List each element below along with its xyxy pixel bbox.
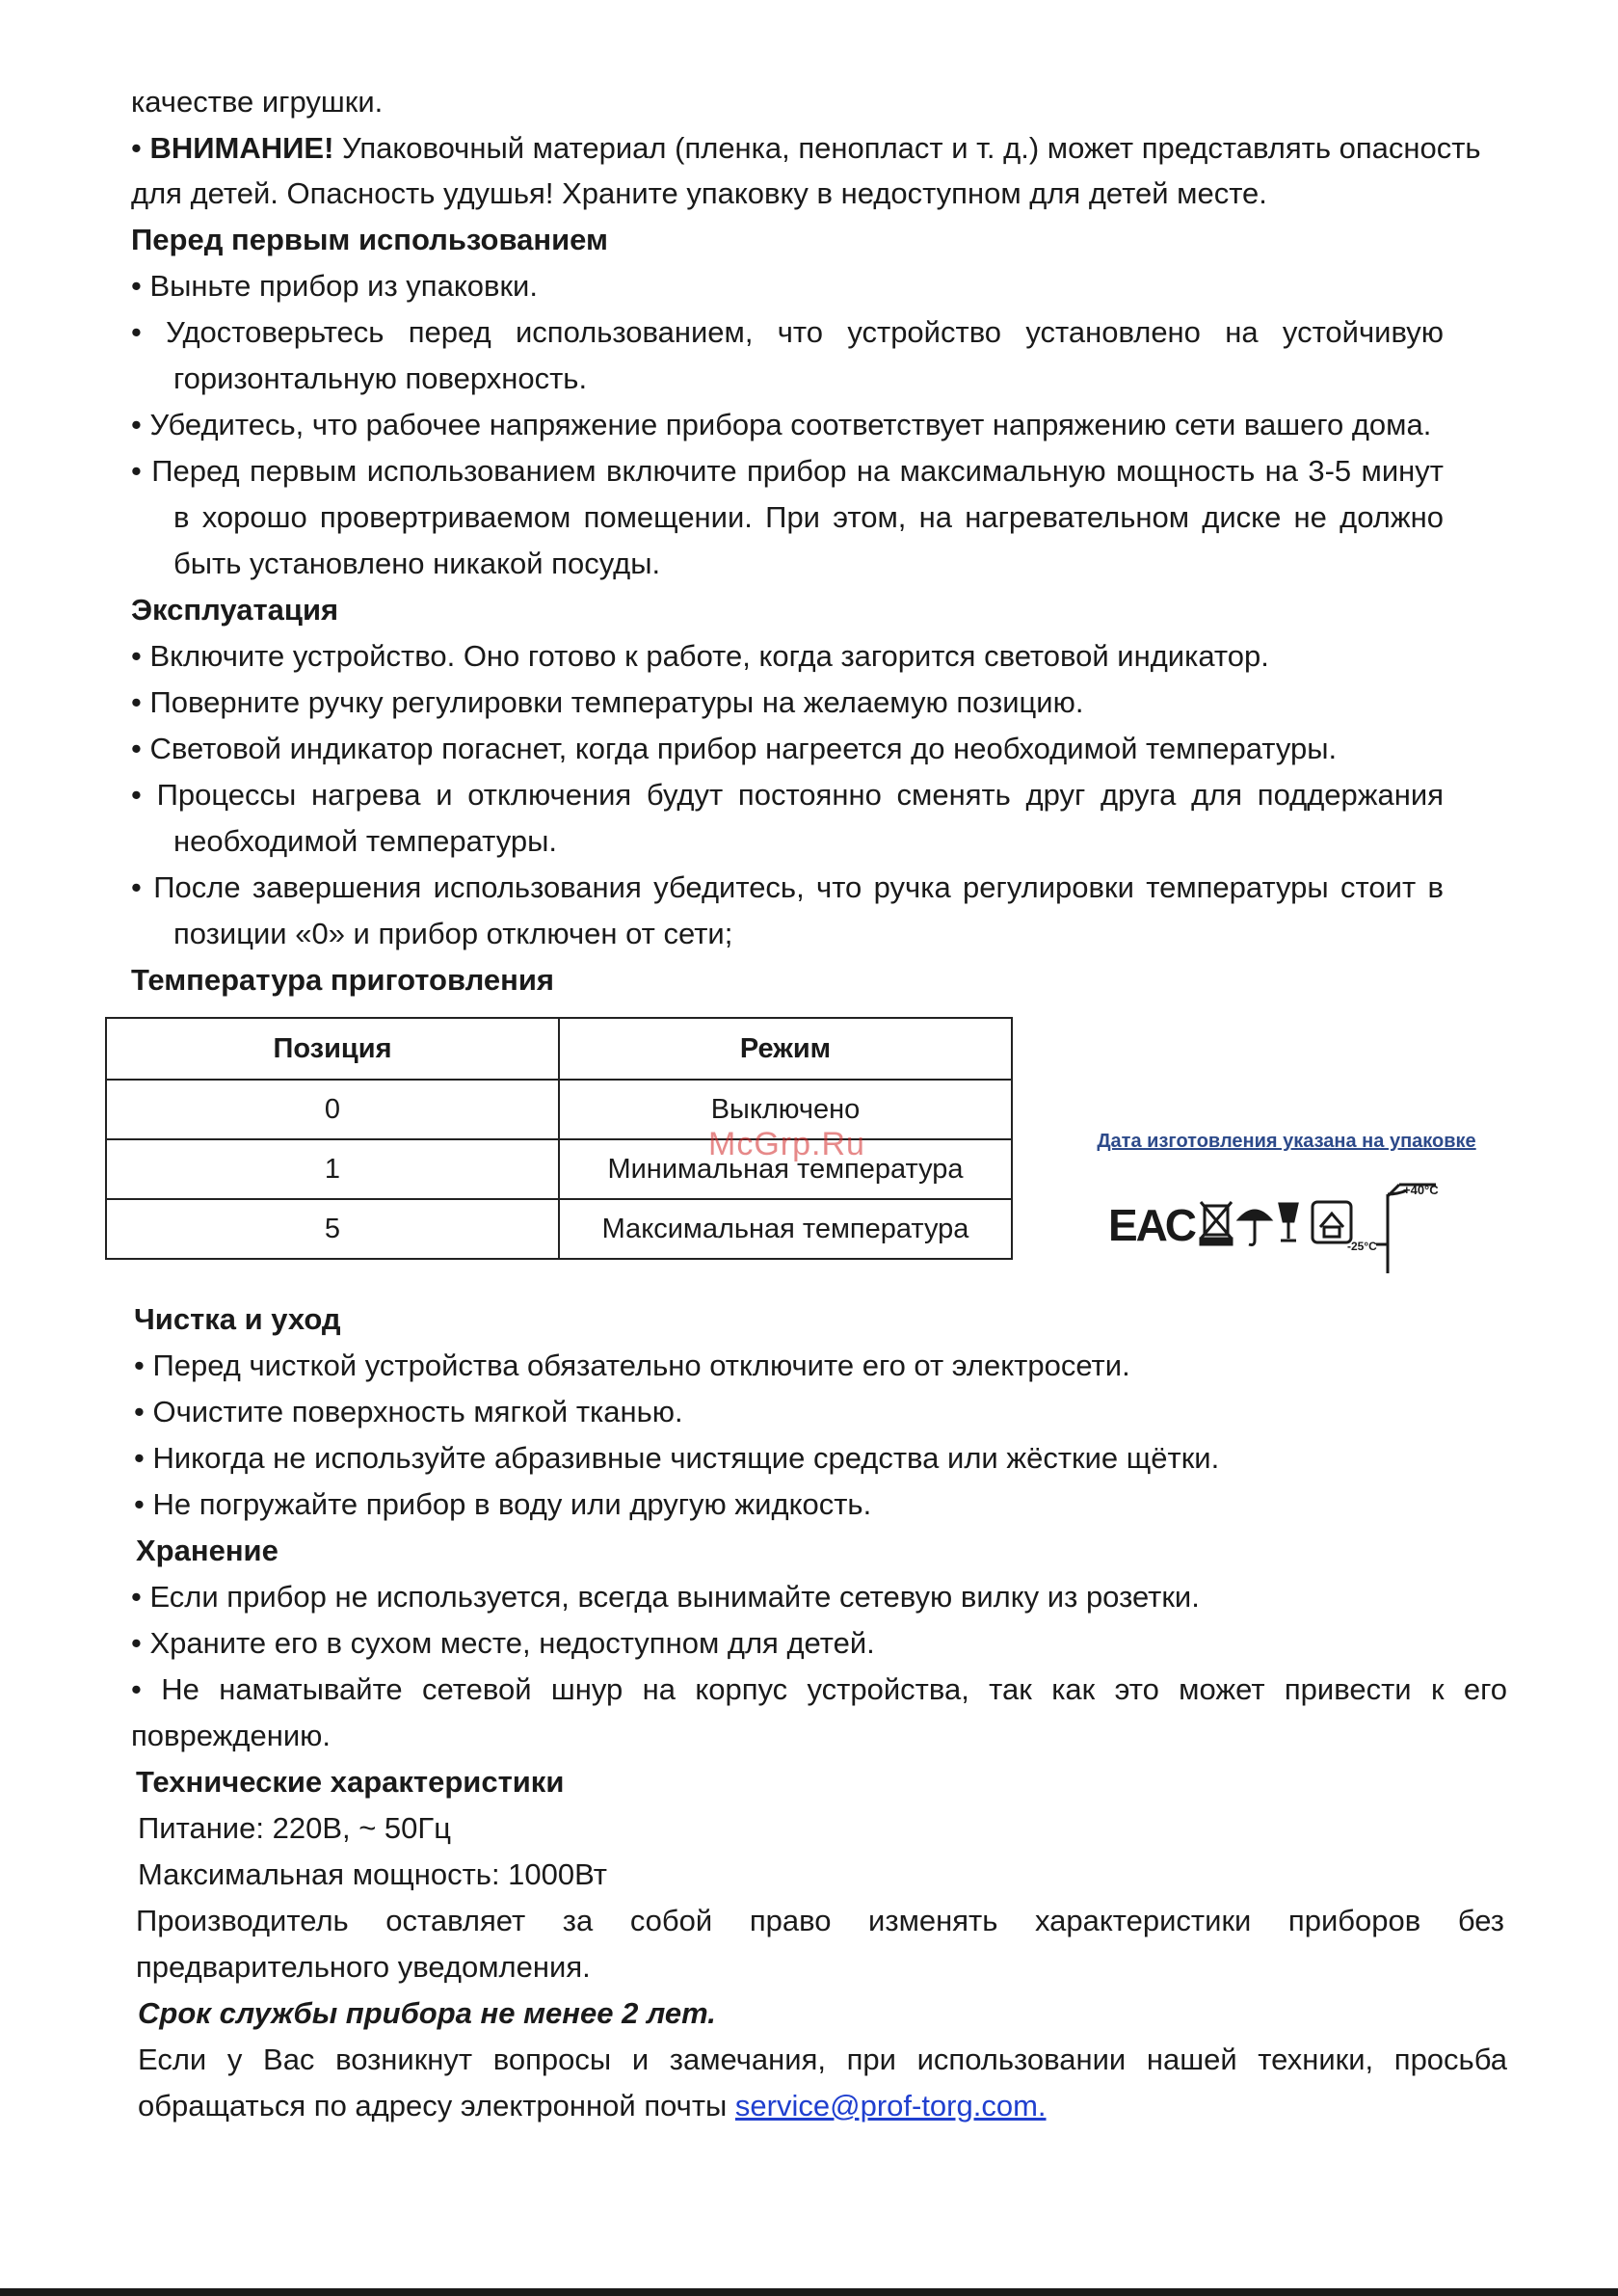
bullet: •	[131, 131, 150, 165]
list-item: • Процессы нагрева и отключения будут постоянно сменять друг друга для поддержания	[131, 778, 1444, 812]
warning-line	[131, 129, 1481, 168]
table-cell: 1	[106, 1139, 559, 1199]
list-item: • Включите устройство. Оно готово к работе, когда загорится световой индикатор.	[131, 639, 1269, 673]
list-item-cont: повреждению.	[131, 1719, 331, 1752]
manufacture-date-note: Дата изготовления указана на упаковке	[1097, 1131, 1476, 1152]
list-item-cont: необходимой температуры.	[173, 824, 557, 858]
list-item: • Храните его в сухом месте, недоступном для детей.	[131, 1626, 875, 1660]
list-item: • Перед чисткой устройства обязательно отключите его от электросети.	[134, 1348, 1130, 1382]
temperature-range-icon	[1376, 1185, 1436, 1273]
section-title-operation: Эксплуатация	[131, 593, 339, 627]
warning-line-2: для детей. Опасность удушья! Храните упаковку в недоступном для детей месте.	[131, 176, 1267, 210]
contact-text: Если у Вас возникнут вопросы и замечания, при использовании нашей техники, просьба	[138, 2042, 1507, 2076]
list-item: • Удостоверьтесь перед использованием, что устройство установлено на устойчивую	[131, 315, 1444, 349]
section-title-temperature: Температура приготовления	[131, 963, 555, 997]
list-item-cont: позиции «0» и прибор отключен от сети;	[173, 917, 733, 950]
list-item: • Не наматывайте сетевой шнур на корпус устройства, так как это может привести к его	[131, 1672, 1507, 1706]
table-cell: Максимальная температура	[559, 1199, 1012, 1259]
section-title-storage: Хранение	[136, 1534, 279, 1567]
fragile-glass-icon	[1280, 1204, 1297, 1241]
temp-high-label: +40°C	[1403, 1183, 1439, 1197]
warning-label: ВНИМАНИЕ!	[149, 131, 334, 165]
list-item: • Выньте прибор из упаковки.	[131, 269, 538, 303]
table-cell: Выключено	[559, 1080, 1012, 1139]
spec-note-cont: предварительного уведомления.	[136, 1950, 591, 1984]
list-item: • Поверните ручку регулировки температуры на желаемую позицию.	[131, 685, 1084, 719]
list-item: • Не погружайте прибор в воду или другую жидкость.	[134, 1487, 872, 1521]
contact-text-cont	[138, 2087, 1454, 2125]
list-item: • Световой индикатор погаснет, когда прибор нагреется до необходимой температуры.	[131, 732, 1338, 765]
temperature-table	[105, 1017, 1013, 1260]
table-cell: 0	[106, 1080, 559, 1139]
table-header-row	[106, 1018, 1012, 1080]
spec-max-power: Максимальная мощность: 1000Вт	[138, 1857, 607, 1891]
email-link[interactable]: service@prof-torg.com.	[734, 2089, 1047, 2122]
table-row	[106, 1199, 1012, 1259]
eac-icon: ЕАС	[1108, 1200, 1195, 1250]
list-item: • После завершения использования убедитесь, что ручка регулировки температуры стоит в	[131, 870, 1444, 904]
list-item-cont: горизонтальную поверхность.	[173, 361, 588, 395]
section-title-cleaning: Чистка и уход	[134, 1302, 341, 1336]
contact-text-prefix: обращаться по адресу электронной почты	[138, 2089, 735, 2122]
column-header: Режим	[559, 1018, 1012, 1080]
table-cell: 5	[106, 1199, 559, 1259]
warning-text: Упаковочный материал (пленка, пенопласт и т. д.) может представлять опасность	[333, 131, 1481, 165]
service-life: Срок службы прибора не менее 2 лет.	[138, 1996, 716, 2030]
section-title-specs: Технические характеристики	[136, 1765, 565, 1799]
table-row	[106, 1080, 1012, 1139]
table-row	[106, 1139, 1012, 1199]
recycle-bin-crossed-icon	[1201, 1202, 1232, 1244]
list-item: • Если прибор не используется, всегда вынимайте сетевую вилку из розетки.	[131, 1580, 1200, 1614]
column-header: Позиция	[106, 1018, 559, 1080]
spec-note: Производитель оставляет за собой право изменять характеристики приборов без	[136, 1904, 1504, 1937]
intro-line: качестве игрушки.	[131, 85, 384, 119]
list-item: • Перед первым использованием включите прибор на максимальную мощность на 3-5 минут	[131, 454, 1444, 488]
list-item-cont: быть установлено никакой посуды.	[173, 547, 661, 580]
section-title-first-use: Перед первым использованием	[131, 223, 608, 256]
spec-power: Питание: 220В, ~ 50Гц	[138, 1811, 451, 1845]
certification-marks	[1108, 1181, 1474, 1277]
watermark: McGrp.Ru	[708, 1126, 865, 1162]
list-item: • Убедитесь, что рабочее напряжение прибора соответствует напряжению сети вашего дома.	[131, 408, 1432, 441]
keep-dry-box-icon	[1313, 1202, 1351, 1242]
umbrella-icon	[1239, 1211, 1270, 1245]
list-item: • Очистите поверхность мягкой тканью.	[134, 1395, 683, 1428]
list-item: • Никогда не используйте абразивные чистящие средства или жёсткие щётки.	[134, 1441, 1220, 1475]
bottom-rule	[0, 2288, 1618, 2296]
table-cell: Минимальная температура	[559, 1139, 1012, 1199]
temp-low-label: -25°C	[1347, 1240, 1377, 1253]
list-item-cont: в хорошо провертриваемом помещении. При этом, на нагревательном диске не должно	[173, 500, 1444, 534]
